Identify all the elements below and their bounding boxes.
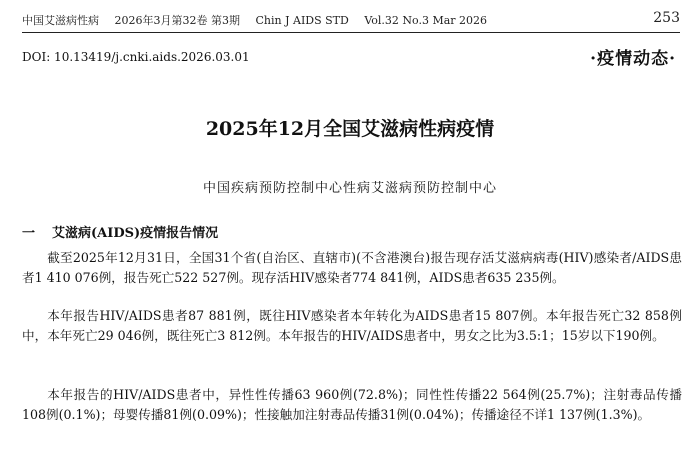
section-number: 一	[22, 226, 36, 241]
page-number: 253	[653, 10, 680, 26]
paragraph-text: 本年报告的HIV/AIDS患者中，异性性传播63 960例(72.8%)；同性性传播22 564例(25.7%)；注射毒品传播108例(0.1%)；母婴传播81例(0.09%)；性接触加注射毒品传播31例(0.04%)；传播途径不详1 137例(1.3%)。	[22, 387, 682, 422]
doi: DOI: 10.13419/j.cnki.aids.2026.03.01	[22, 50, 250, 64]
journal-name-cn: 中国艾滋病性病	[22, 14, 99, 27]
paragraph-1	[22, 248, 682, 288]
section-heading	[22, 222, 218, 241]
paragraph-text: 截至2025年12月31日，全国31个省(自治区、直辖市)(不含港澳台)报告现存活艾滋病病毒(HIV)感染者/AIDS患者1 410 076例，报告死亡522 527例。现存活HIV感染者774 841例，AIDS患者635 235例。	[22, 250, 682, 285]
paragraph-text: 本年报告HIV/AIDS患者87 881例，既往HIV感染者本年转化为AIDS患者15 807例。本年报告死亡32 858例中，本年死亡29 046例，既往死亡3 812例。本年报告的HIV/AIDS患者中，男女之比为3.5:1；15岁以下190例。	[22, 308, 682, 343]
article-title: 2025年12月全国艾滋病性病疫情	[205, 118, 495, 140]
author-affiliation: 中国疾病预防控制中心性病艾滋病预防控制中心	[202, 181, 497, 196]
issue-info-cn: 2026年3月第32卷 第3期	[114, 14, 240, 27]
paragraph-2	[22, 306, 682, 346]
journal-name-en: Chin J AIDS STD	[255, 14, 349, 27]
issue-info-en: Vol.32 No.3 Mar 2026	[364, 14, 488, 27]
running-head	[22, 10, 680, 30]
header-rule	[22, 32, 680, 33]
paragraph-3	[22, 385, 682, 425]
running-head-left	[22, 12, 499, 28]
section-heading-text: 艾滋病(AIDS)疫情报告情况	[52, 226, 219, 241]
section-tag: ·疫情动态·	[590, 49, 676, 69]
